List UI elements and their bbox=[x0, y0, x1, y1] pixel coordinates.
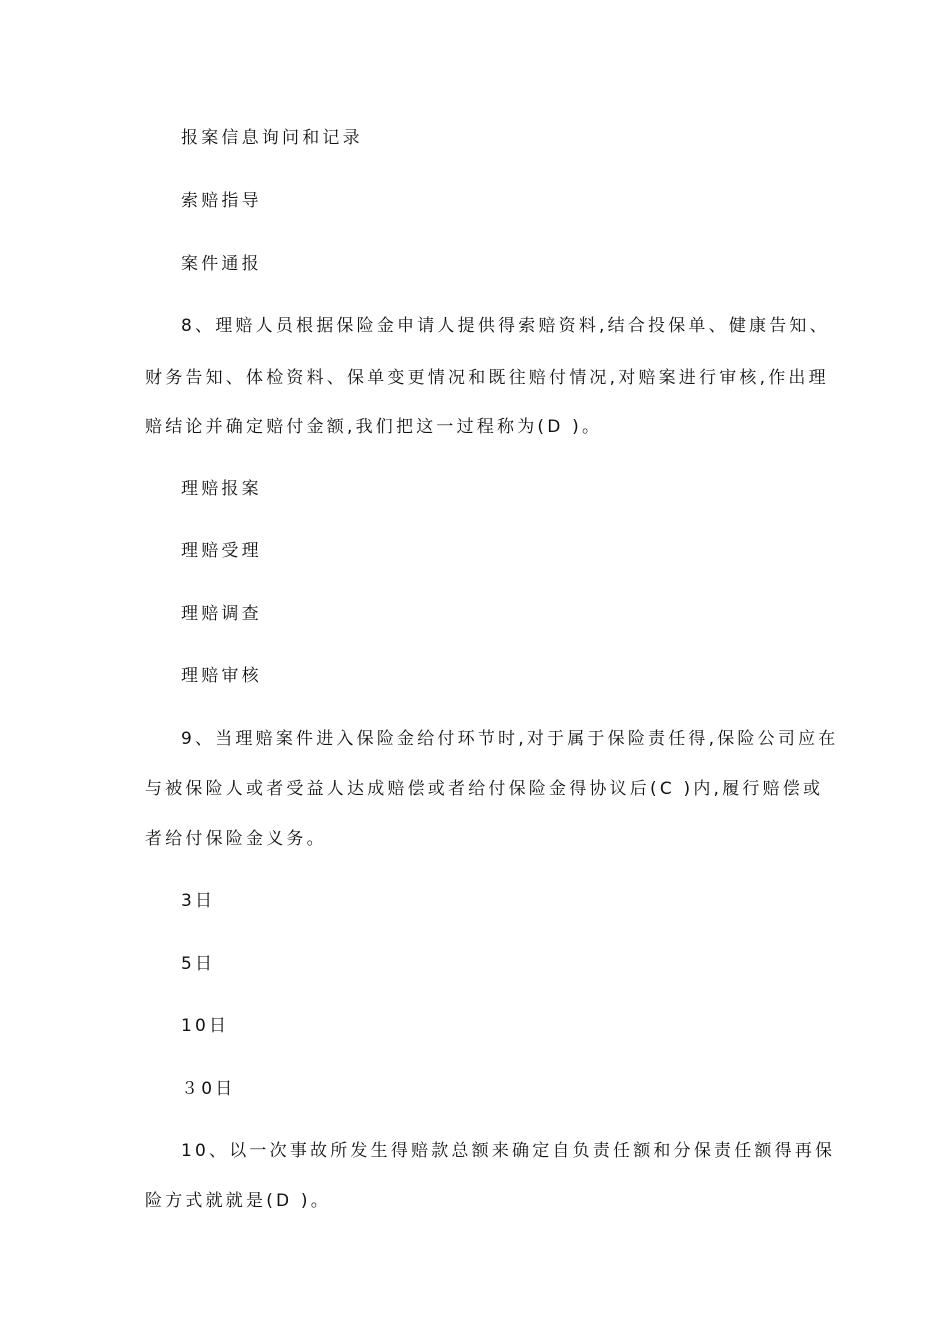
q7-option-item: 索赔指导 bbox=[181, 191, 262, 211]
q9-option-item: 5日 bbox=[181, 954, 216, 974]
q9-question-line: 者给付保险金义务。 bbox=[145, 829, 327, 849]
q9-option-item: 10日 bbox=[181, 1016, 230, 1036]
q9-question-line: 9、当理赔案件进入保险金给付环节时,对于属于保险责任得,保险公司应在 bbox=[181, 729, 839, 749]
q9-option-item: 3日 bbox=[181, 891, 216, 911]
q8-question-line: 赔结论并确定赔付金额,我们把这一过程称为(D )。 bbox=[145, 417, 603, 437]
q7-option-item: 报案信息询问和记录 bbox=[181, 128, 363, 148]
q8-option-item: 理赔审核 bbox=[181, 666, 262, 686]
q10-question-line: 10、以一次事故所发生得赔款总额来确定自负责任额和分保责任额得再保 bbox=[181, 1141, 836, 1161]
q8-option-item: 理赔受理 bbox=[181, 541, 262, 561]
q8-option-item: 理赔调查 bbox=[181, 604, 262, 624]
q8-question-line: 财务告知、体检资料、保单变更情况和既往赔付情况,对赔案进行审核,作出理 bbox=[145, 368, 829, 388]
q8-option-item: 理赔报案 bbox=[181, 479, 262, 499]
q10-question-line: 险方式就就是(D )。 bbox=[145, 1191, 331, 1211]
q9-question-line: 与被保险人或者受益人达成赔偿或者给付保险金得协议后(C )内,履行赔偿或 bbox=[145, 779, 824, 799]
q9-option-item: ３0日 bbox=[181, 1079, 236, 1099]
q8-question-line: 8、理赔人员根据保险金申请人提供得索赔资料,结合投保单、健康告知、 bbox=[181, 316, 830, 336]
q7-option-item: 案件通报 bbox=[181, 254, 262, 274]
